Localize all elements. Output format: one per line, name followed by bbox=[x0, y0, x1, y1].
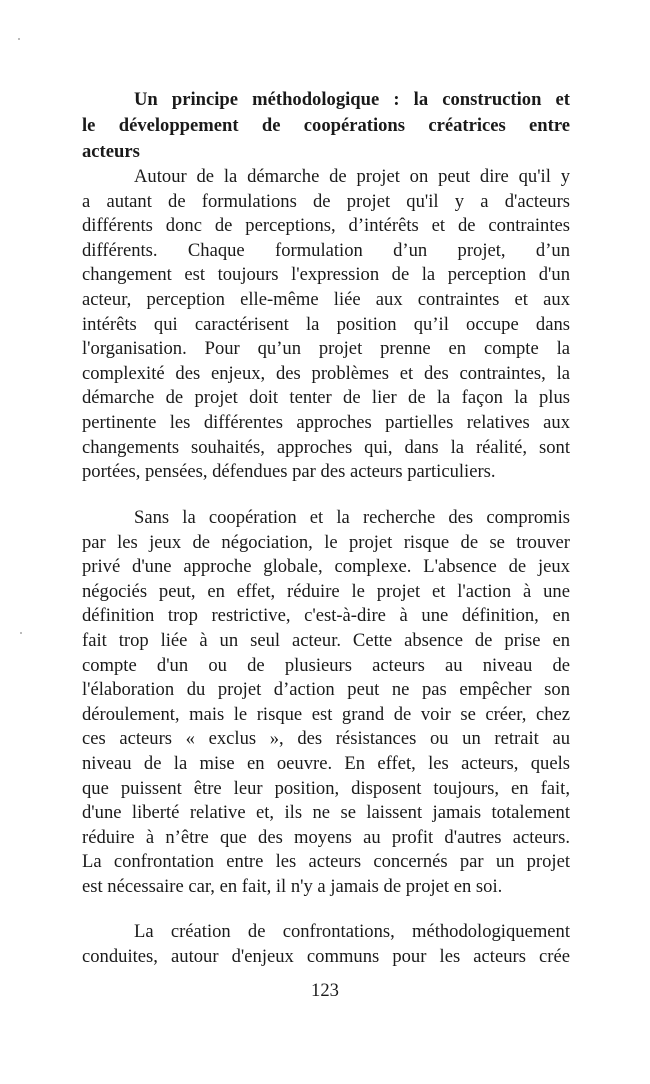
text-line: acteurs bbox=[82, 141, 140, 162]
text-line: changements souhaités, approches qui, dans la réalité, sont bbox=[82, 436, 570, 458]
text-line: différents donc de perceptions, d’intérêts et de contraintes bbox=[82, 215, 570, 237]
text-line: portées, pensées, défendues par des acteurs particuliers. bbox=[82, 461, 496, 483]
text-line: que puissent être leur position, disposent toujours, en fait, bbox=[82, 777, 570, 799]
text-line: privé d'une approche globale, complexe. L'absence de jeux bbox=[82, 556, 570, 578]
paragraph-1 bbox=[82, 165, 570, 485]
text-line: compte d'un ou de plusieurs acteurs au niveau de bbox=[82, 654, 570, 676]
section-heading bbox=[82, 87, 570, 165]
text-line: l'élaboration du projet d’action peut ne pas empêcher son bbox=[82, 679, 570, 701]
text-line: déroulement, mais le risque est grand de voir se créer, chez bbox=[82, 703, 570, 725]
text-line: le développement de coopérations créatrices entre bbox=[82, 115, 570, 136]
text-line: négociés peut, en effet, réduire le projet et l'action à une bbox=[82, 580, 570, 602]
scan-speck bbox=[20, 632, 22, 634]
page-number: 123 bbox=[311, 980, 339, 1001]
text-line: Autour de la démarche de projet on peut dire qu'il y bbox=[134, 166, 570, 187]
text-line: La confrontation entre les acteurs concernés par un projet bbox=[82, 851, 570, 873]
text-line: conduites, autour d'enjeux communs pour les acteurs crée bbox=[82, 945, 570, 967]
text-line: La création de confrontations, méthodologiquement bbox=[134, 921, 570, 942]
text-line: fait trop liée à un seul acteur. Cette absence de prise en bbox=[82, 629, 570, 651]
text-line: pertinente les différentes approches partielles relatives aux bbox=[82, 411, 570, 433]
text-line: acteur, perception elle-même liée aux contraintes et aux bbox=[82, 288, 570, 310]
text-line: Un principe méthodologique : la construction et bbox=[134, 89, 570, 110]
text-line: l'organisation. Pour qu’un projet prenne en compte la bbox=[82, 338, 570, 360]
paragraph-3 bbox=[82, 920, 570, 969]
text-line: changement est toujours l'expression de la perception d'un bbox=[82, 264, 570, 286]
text-line: niveau de la mise en oeuvre. En effet, les acteurs, quels bbox=[82, 752, 570, 774]
text-line: par les jeux de négociation, le projet risque de se trouver bbox=[82, 531, 570, 553]
paragraph-2 bbox=[82, 506, 570, 900]
text-line: Sans la coopération et la recherche des compromis bbox=[134, 507, 570, 528]
text-line: réduire à n’être que des moyens au profit d'autres acteurs. bbox=[82, 826, 570, 848]
text-line: différents. Chaque formulation d’un projet, d’un bbox=[82, 239, 570, 261]
text-line: démarche de projet doit tenter de lier de la façon la plus bbox=[82, 387, 570, 409]
text-line: complexité des enjeux, des problèmes et des contraintes, la bbox=[82, 362, 570, 384]
scan-speck bbox=[18, 38, 20, 40]
text-line: intérêts qui caractérisent la position qu’il occupe dans bbox=[82, 313, 570, 335]
text-line: définition trop restrictive, c'est-à-dire à une définition, en bbox=[82, 605, 570, 627]
text-line: ces acteurs « exclus », des résistances ou un retrait au bbox=[82, 728, 570, 750]
text-line: a autant de formulations de projet qu'il y a d'acteurs bbox=[82, 190, 570, 212]
text-line: est nécessaire car, en fait, il n'y a jamais de projet en soi. bbox=[82, 875, 503, 897]
text-line: d'une liberté relative et, ils ne se laissent jamais totalement bbox=[82, 802, 570, 824]
